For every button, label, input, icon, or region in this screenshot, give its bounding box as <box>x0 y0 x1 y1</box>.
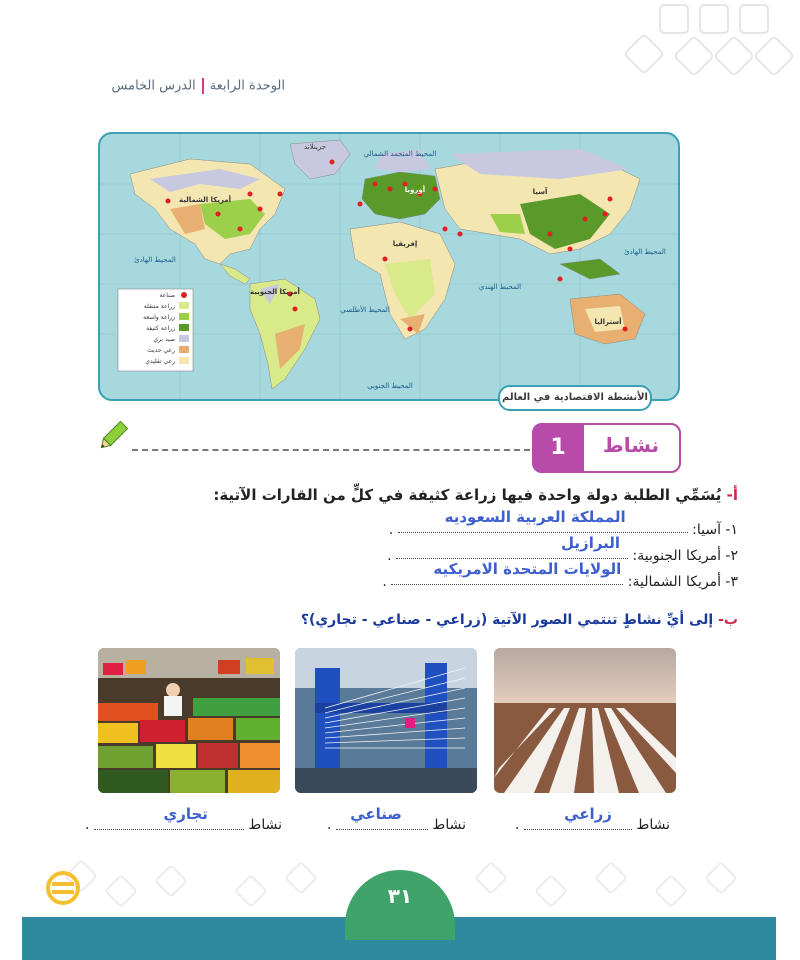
pencil-icon <box>96 420 128 454</box>
activity-label: نشاط <box>602 433 660 457</box>
unit-title: الوحدة الرابعة <box>209 78 285 94</box>
europe-shape <box>362 172 440 219</box>
label-south-america: أمريكا الجنوبية <box>250 288 300 296</box>
answer-row-asia: ١- آسيا: المملكة العربية السعوديه . <box>388 508 738 538</box>
row-label: ٢- أمريكا الجنوبية: <box>632 548 738 564</box>
legend-label: زراعة متنقلة <box>143 303 175 310</box>
answer-photo-right[interactable]: زراعي <box>564 805 612 823</box>
page-header <box>112 78 285 94</box>
photo-cotton-field <box>494 648 676 793</box>
world-map-svg <box>100 134 678 399</box>
legend-swatch <box>179 324 189 331</box>
label-arctic: المحيط المتجمد الشمالي <box>363 150 437 158</box>
answer-north-america[interactable]: الولايات المتحدة الامريكيه <box>433 560 622 578</box>
legend-swatch <box>179 346 189 353</box>
label-commercial: نشاط تجاري . <box>85 805 282 833</box>
label-atlantic: المحيط الأطلسي <box>340 306 390 314</box>
legend-label: رعي حديث <box>147 347 175 354</box>
question-a-text: يُسَمِّي الطلبة دولة واحدة فيها زراعة كثيفة في كلٍّ من القارات الآتية: <box>213 486 722 504</box>
photo-textile-factory <box>295 648 477 793</box>
question-b-text: إلى أيِّ نشاطٍ تنتمي الصور الآتية (زراعي - صناعي - تجاري)؟ <box>300 612 714 628</box>
legend-label: رعي تقليدي <box>145 358 175 365</box>
legend-swatch <box>179 335 189 342</box>
label-industrial: نشاط صناعي . <box>327 805 466 833</box>
decorative-pattern <box>470 0 800 130</box>
legend-swatch <box>179 313 189 320</box>
legend-label: صيد بري <box>153 336 175 343</box>
label-asia: آسيا <box>532 188 548 196</box>
label-agricultural: نشاط زراعي . <box>515 805 670 833</box>
row-label: ٣- أمريكا الشمالية: <box>627 574 738 590</box>
label-australia: أستراليا <box>594 318 622 326</box>
question-b <box>301 612 738 628</box>
answer-south-america[interactable]: البرازيل <box>561 534 621 552</box>
label-indian: المحيط الهندي <box>478 283 522 291</box>
map-caption: الأنشطة الاقتصادية في العالم <box>498 385 652 411</box>
answer-asia[interactable]: المملكة العربية السعوديه <box>444 508 626 526</box>
label-north-america: أمريكا الشمالية <box>178 196 232 204</box>
legend-label: زراعة واسعة <box>143 314 175 321</box>
question-a-prefix: أ- <box>726 486 738 504</box>
legend-label: صناعة <box>159 292 175 299</box>
photo-market <box>98 648 280 793</box>
header-separator <box>202 78 204 94</box>
lesson-title: الدرس الخامس <box>111 78 196 94</box>
answer-row-south-america: ٢- أمريكا الجنوبية: البرازيل . <box>387 534 738 564</box>
label-pacific-west: المحيط الهادئ <box>134 256 176 264</box>
dashed-divider <box>132 449 530 451</box>
legend-label: زراعة كثيفة <box>146 325 175 332</box>
label-europe: أوروبا <box>404 186 426 194</box>
page-number: ٣١ <box>387 884 413 908</box>
answer-photo-left[interactable]: تجاري <box>163 805 208 823</box>
row-label: ١- آسيا: <box>692 522 738 538</box>
label-pacific-east: المحيط الهادئ <box>624 248 666 256</box>
question-b-prefix: ب- <box>718 612 738 628</box>
question-a <box>213 486 738 504</box>
answer-photo-middle[interactable]: صناعي <box>350 805 402 823</box>
answer-row-north-america: ٣- أمريكا الشمالية: الولايات المتحدة الامريكيه . <box>382 560 738 590</box>
legend-swatch <box>181 292 187 298</box>
legend-swatch <box>179 302 189 309</box>
world-map <box>98 132 680 401</box>
legend-swatch <box>179 357 189 364</box>
label-greenland: جرينلاند <box>303 143 327 151</box>
label-africa: إفريقيا <box>392 240 418 248</box>
label-southern: المحيط الجنوبي <box>367 382 413 390</box>
activity-number: 1 <box>532 423 584 473</box>
logo-icon <box>40 868 86 908</box>
